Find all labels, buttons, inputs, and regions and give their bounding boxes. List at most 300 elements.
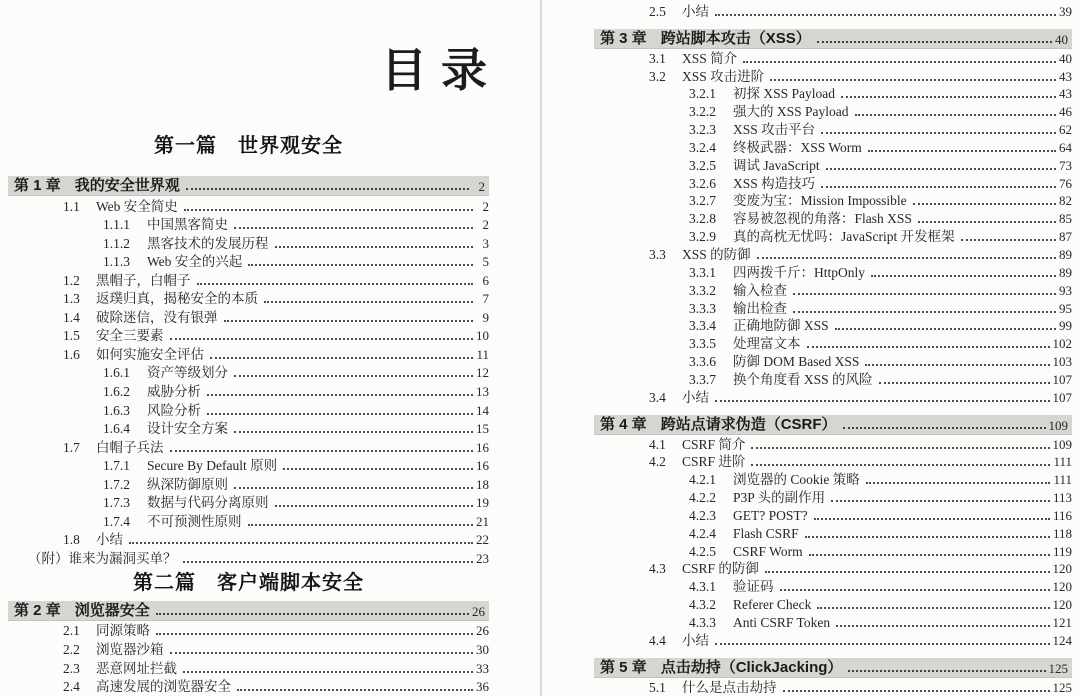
page-number: 40 [1059,50,1072,66]
entry-number: 2.3 [63,660,80,676]
page-number: 5 [482,254,489,270]
toc-entry [594,595,1072,613]
dot-leader [848,670,1045,672]
dot-leader [843,427,1046,429]
dot-leader [234,431,473,433]
dot-leader [237,689,473,691]
entry-title: Anti CSRF Token [733,615,831,630]
entry-number: 4.2.1 [689,472,716,488]
dot-leader [283,468,473,470]
dot-leader [865,364,1049,366]
dot-leader [751,464,1050,466]
toc-entry [594,156,1072,174]
entry-number: 4.2.4 [689,525,716,541]
page-number: 120 [1052,579,1072,595]
entry-title: Secure By Default 原则 [147,458,278,474]
chapter-heading [8,601,489,621]
entry-title: 破除迷信，没有银弹 [96,309,218,325]
toc-entry [8,400,489,419]
page-number: 3 [482,235,489,251]
entry-number: 1.6.4 [103,421,130,437]
page-number: 14 [476,402,489,418]
dot-leader [835,328,1056,330]
entry-number: 1.6.2 [103,384,130,400]
dot-leader [961,239,1056,241]
entry-number: 3.3.1 [689,264,716,280]
entry-number: 1.1 [63,198,80,214]
toc-entry [594,192,1072,210]
page-number: 16 [476,458,489,474]
page-number: 19 [476,495,489,511]
page-number: 113 [1052,490,1072,506]
entry-title: 验证码 [733,579,774,595]
entry-number: 3.3.2 [689,282,716,298]
entry-title: 真的高枕无忧吗：JavaScript 开发框架 [733,229,955,245]
page-number: 124 [1052,632,1072,648]
dot-leader [207,413,473,415]
toc-entry [8,548,489,567]
entry-title: 终极武器：XSS Worm [733,139,862,155]
page-number: 22 [476,532,489,548]
entry-title: 同源策略 [96,623,150,639]
entry-title: 威胁分析 [147,384,201,400]
entry-title: 调试 JavaScript [733,157,820,173]
entry-title: XSS 的防御 [682,246,751,262]
page-number: 118 [1052,525,1072,541]
page-number: 33 [476,660,489,676]
chapter-title: 跨站脚本攻击（XSS） [660,29,811,47]
chapter-heading [594,658,1072,678]
toc-entry [594,2,1072,20]
entry-title: Referer Check [733,597,812,613]
page-number: 89 [1059,264,1072,280]
toc-entry [8,196,489,215]
entry-number: 1.6.3 [103,402,130,418]
page-number: 13 [476,384,489,400]
entry-title: 什么是点击劫持 [682,679,777,695]
dot-leader [156,613,469,615]
toc-entry [594,281,1072,299]
toc-entry [8,252,489,271]
dot-leader [234,227,473,229]
toc-entry [8,270,489,289]
page-number: 107 [1052,389,1072,405]
entry-number: 5.1 [649,679,666,695]
entry-number: 1.4 [63,309,80,325]
entry-title: 资产等级划分 [147,365,228,381]
dot-leader [866,482,1051,484]
entry-title: CSRF 的防御 [682,561,759,577]
entry-title: 小结 [682,389,709,405]
entry-number: 3.2.2 [689,104,716,120]
entry-title: （附）谁来为漏洞买单？ [28,550,177,566]
dot-leader [879,382,1050,384]
entry-title: Web 安全简史 [96,198,178,214]
page-number: 121 [1052,615,1072,630]
entry-number: 4.3.1 [689,579,716,595]
chapter-number: 第 5 章 [600,658,647,676]
dot-leader [207,394,473,396]
toc-entry [594,138,1072,156]
toc-entry [594,470,1072,488]
entry-number: 4.4 [649,632,666,648]
dot-leader [807,346,1050,348]
toc-entry [594,524,1072,542]
toc-entry [594,67,1072,85]
entry-number: 4.3.3 [689,615,716,630]
page-number: 30 [476,642,489,658]
page-number: 36 [476,679,489,695]
page-number: 119 [1052,543,1072,559]
page-number: 103 [1052,354,1072,370]
dot-leader [129,542,473,544]
entry-title: 设计安全方案 [147,421,228,437]
toc-entry [594,370,1072,388]
page-number: 102 [1052,336,1072,352]
entry-title: 浏览器沙箱 [96,642,164,658]
entry-title: 安全三要素 [96,328,164,344]
entry-number: 1.1.1 [103,217,130,233]
dot-leader [821,186,1056,188]
dot-leader [793,293,1056,295]
entry-title: 黑客技术的发展历程 [147,235,269,251]
toc-entry [8,456,489,475]
part-heading: 第二篇 客户端脚本安全 [133,571,364,594]
toc-entry [594,174,1072,192]
entry-title: 黑帽子，白帽子 [96,272,191,288]
page-number: 26 [472,603,485,619]
entry-title: 容易被忽视的角落：Flash XSS [733,211,912,227]
entry-number: 1.1.3 [103,254,130,270]
toc-entry [8,639,489,658]
toc-entry [594,678,1072,696]
entry-number: 2.5 [649,3,666,19]
dot-leader [841,96,1056,98]
entry-number: 1.2 [63,272,80,288]
chapter-heading [8,176,489,196]
dot-leader [248,264,473,266]
toc-entry [594,317,1072,335]
dot-leader [248,524,474,526]
entry-number: 1.7.1 [103,458,130,474]
page-number: 99 [1059,318,1072,334]
toc-entry [8,326,489,345]
entry-title: 小结 [96,532,123,548]
dot-leader [770,79,1056,81]
entry-number: 1.7 [63,439,80,455]
dot-leader [715,400,1050,402]
toc-entry [8,215,489,234]
toc-entry [594,120,1072,138]
toc-entry [594,453,1072,471]
toc-entry [8,677,489,696]
dot-leader [275,246,474,248]
dot-leader [156,633,473,635]
page-number: 12 [476,365,489,381]
page-number: 2 [482,217,489,233]
entry-title: P3P 头的副作用 [733,490,826,506]
entry-number: 3.3.4 [689,318,716,334]
chapter-number: 第 1 章 [14,177,61,194]
entry-title: CSRF 进阶 [682,454,746,470]
dot-leader [197,283,474,285]
dot-leader [780,589,1050,591]
toc-entry [594,49,1072,67]
dot-leader [715,643,1050,645]
dot-leader [831,500,1050,502]
entry-title: 纵深防御原则 [147,476,228,492]
entry-title: Web 安全的兴起 [147,254,243,270]
entry-number: 3.3 [649,246,666,262]
entry-number: 3.2.8 [689,211,716,227]
page-number: 125 [1048,660,1068,676]
chapter-number: 第 3 章 [600,29,647,47]
toc-entry [594,209,1072,227]
toc-entry [594,435,1072,453]
dot-leader [871,275,1056,277]
toc-column-left [8,0,501,696]
entry-title: CSRF 简介 [682,436,746,452]
entry-title: GET? POST? [733,507,808,523]
entry-title: 输出检查 [733,300,787,316]
toc-entry [8,474,489,493]
entry-title: 如何实施安全评估 [96,346,204,362]
chapter-number: 第 2 章 [14,601,61,619]
toc-entry [594,506,1072,524]
page-number: 107 [1052,371,1072,387]
toc-entry [594,542,1072,560]
entry-number: 3.3.6 [689,354,716,370]
dot-leader [170,338,474,340]
page-number: 64 [1059,139,1072,155]
entry-number: 1.8 [63,532,80,548]
entry-number: 4.1 [649,436,666,452]
entry-number: 2.4 [63,679,80,695]
toc-entry [8,530,489,549]
page-number: 111 [1053,472,1072,488]
entry-title: 处理富文本 [733,336,801,352]
dot-leader [817,41,1052,43]
toc-entry [594,85,1072,103]
entry-number: 1.7.3 [103,495,130,511]
entry-title: XSS 构造技巧 [733,175,816,191]
entry-number: 1.7.4 [103,513,130,529]
chapter-title: 跨站点请求伪造（CSRF） [660,415,837,433]
dot-leader [224,320,474,322]
entry-number: 1.5 [63,328,80,344]
toc-entry [8,419,489,438]
dot-leader [793,311,1056,313]
page-number: 116 [1052,507,1072,523]
dot-leader [234,375,473,377]
entry-number: 4.2.2 [689,490,716,506]
toc-entry [8,344,489,363]
entry-title: 初探 XSS Payload [733,86,836,102]
page-number: 111 [1053,454,1072,470]
dot-leader [765,571,1050,573]
page-number: 62 [1059,122,1072,138]
entry-title: 变废为宝：Mission Impossible [733,193,907,209]
dot-leader [913,203,1056,205]
entry-number: 4.2 [649,454,666,470]
dot-leader [184,209,473,211]
toc-entry [594,388,1072,406]
dot-leader [783,690,1050,692]
dot-leader [809,554,1050,556]
entry-number: 3.2.1 [689,86,716,102]
entry-title: 换个角度看 XSS 的风险 [733,371,873,387]
page-number: 95 [1059,300,1072,316]
toc-entry [8,363,489,382]
page-number: 93 [1059,282,1072,298]
entry-title: XSS 攻击平台 [733,122,816,138]
page-number: 2 [478,179,485,194]
dot-leader [814,518,1050,520]
toc-entry [8,658,489,677]
entry-number: 4.2.5 [689,543,716,559]
toc-entry [594,227,1072,245]
entry-number: 3.2.7 [689,193,716,209]
entry-title: 输入检查 [733,282,787,298]
entry-title: Flash CSRF [733,525,799,541]
entry-number: 3.3.3 [689,300,716,316]
page-number: 6 [482,272,489,288]
dot-leader [183,671,473,673]
entry-title: 正确地防御 XSS [733,318,829,334]
page-number: 23 [476,550,489,566]
dot-leader [743,61,1056,63]
toc-entry [594,488,1072,506]
toc-entry [8,493,489,512]
entry-title: 防御 DOM Based XSS [733,354,860,370]
toc-column-right [594,0,1072,696]
toc-entry [8,289,489,308]
page-number: 120 [1052,597,1072,613]
column-divider [540,0,542,696]
page-number: 21 [476,513,489,529]
entry-title: 浏览器的 Cookie 策略 [733,472,860,488]
page-number: 82 [1059,193,1072,209]
chapter-title: 点击劫持（ClickJacking） [660,658,843,676]
toc-entry [8,307,489,326]
toc-entry [594,631,1072,649]
dot-leader [234,487,473,489]
toc-entry [594,299,1072,317]
entry-number: 2.1 [63,623,80,639]
dot-leader [918,221,1056,223]
dot-leader [183,561,474,563]
entry-number: 3.2.4 [689,139,716,155]
entry-number: 3.3.7 [689,371,716,387]
entry-number: 3.4 [649,389,666,405]
entry-number: 3.2.6 [689,175,716,191]
entry-title: 白帽子兵法 [96,439,164,455]
page-number: 15 [476,421,489,437]
entry-number: 2.2 [63,642,80,658]
toc-entry [594,560,1072,578]
dot-leader [805,536,1050,538]
page-number: 85 [1059,211,1072,227]
toc-entry [8,381,489,400]
entry-number: 1.7.2 [103,476,130,492]
page-number: 73 [1059,157,1072,173]
entry-title: 小结 [682,632,709,648]
dot-leader [186,188,469,190]
toc-entry [594,334,1072,352]
page-number: 120 [1052,561,1072,577]
page-number: 40 [1055,31,1068,47]
page-number: 2 [482,198,489,214]
entry-title: 风险分析 [147,402,201,418]
page-number: 26 [476,623,489,639]
page-number: 46 [1059,104,1072,120]
page-number: 16 [476,439,489,455]
page-number: 109 [1048,417,1068,433]
toc-entry [594,613,1072,631]
entry-number: 1.6.1 [103,365,130,381]
toc-entry [8,233,489,252]
dot-leader [836,625,1049,627]
page-number: 39 [1059,3,1072,19]
page-number: 125 [1052,679,1072,695]
dot-leader [868,150,1056,152]
page-number: 89 [1059,246,1072,262]
document-title: 目录 [381,44,501,96]
entry-title: CSRF Worm [733,543,803,559]
dot-leader [826,168,1056,170]
entry-title: XSS 简介 [682,50,738,66]
entry-number: 4.3.2 [689,597,716,613]
entry-number: 1.6 [63,346,80,362]
toc-entry [594,577,1072,595]
entry-number: 1.1.2 [103,235,130,251]
entry-number: 4.3 [649,561,666,577]
toc-entry [594,245,1072,263]
entry-title: 恶意网址拦截 [96,660,177,676]
toc-entry [594,102,1072,120]
entry-title: 中国黑客简史 [147,217,228,233]
entry-number: 3.3.5 [689,336,716,352]
page-number: 7 [482,291,489,307]
page-number: 43 [1059,68,1072,84]
chapter-heading [594,29,1072,49]
entry-number: 3.2.5 [689,157,716,173]
entry-title: 返璞归真，揭秘安全的本质 [96,291,258,307]
dot-leader [264,301,473,303]
chapter-title: 我的安全世界观 [74,177,180,194]
entry-title: 小结 [682,3,709,19]
dot-leader [855,114,1056,116]
chapter-heading [594,415,1072,435]
dot-leader [275,505,474,507]
chapter-number: 第 4 章 [600,415,647,433]
dot-leader [715,14,1056,16]
page-number: 11 [476,346,489,362]
page-number: 109 [1052,436,1072,452]
entry-number: 3.1 [649,50,666,66]
dot-leader [170,450,474,452]
toc-entry [594,263,1072,281]
entry-title: 数据与代码分离原则 [147,495,269,511]
dot-leader [817,607,1049,609]
page-number: 43 [1059,86,1072,102]
entry-number: 4.2.3 [689,507,716,523]
page-number: 18 [476,476,489,492]
toc-entry [8,511,489,530]
dot-leader [170,652,474,654]
entry-title: 四两拨千斤：HttpOnly [733,264,866,280]
entry-number: 1.3 [63,291,80,307]
